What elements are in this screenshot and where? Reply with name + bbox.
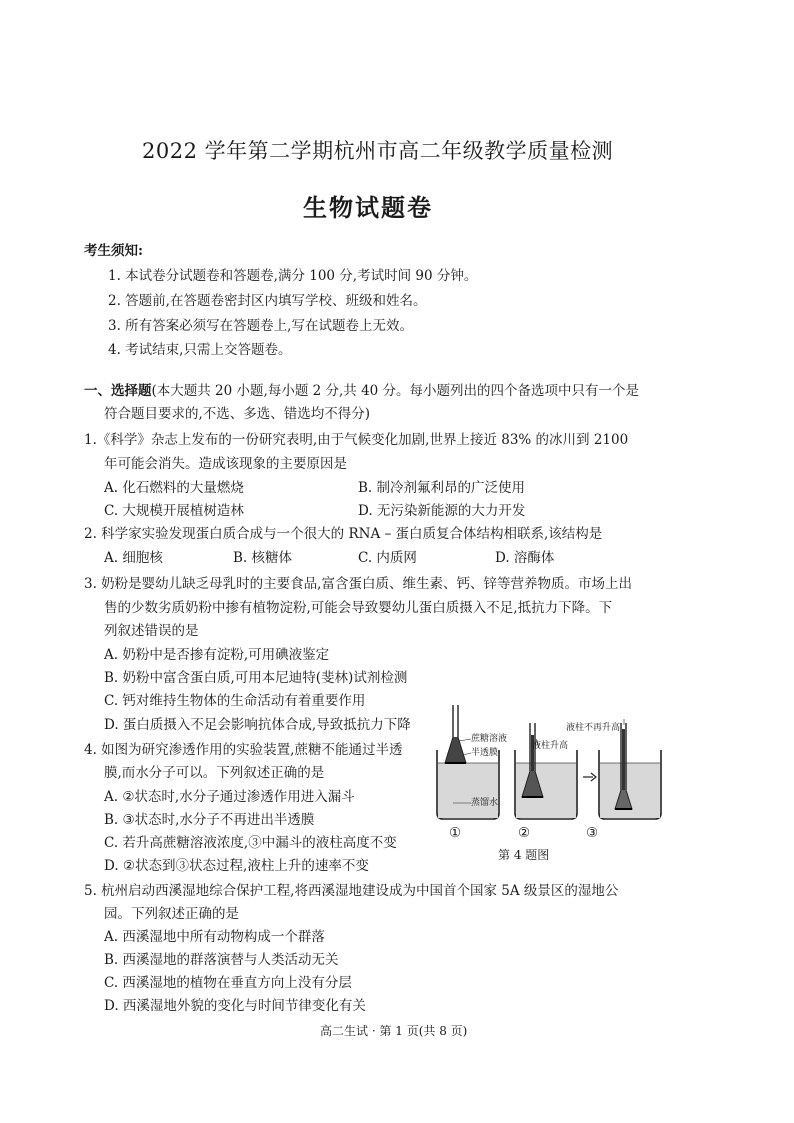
q5-option-a: A. 西溪湿地中所有动物构成一个群落: [104, 929, 325, 945]
q4-stem: 4. 如图为研究渗透作用的实验装置,蔗糖不能通过半透: [84, 742, 403, 758]
label-sucrose-solution: 蔗糖溶液: [471, 734, 508, 744]
page-footer: 高二生试 · 第 1 页(共 8 页): [320, 1024, 468, 1038]
exam-subtitle: 生物试题卷: [303, 193, 433, 222]
q3-stem-cont: 售的少数劣质奶粉中掺有植物淀粉,可能会导致婴幼儿蛋白质摄入不足,抵抗力下降。下: [104, 600, 613, 616]
notice-item: 3. 所有答案必须写在答题卷上,写在试题卷上无效。: [108, 318, 413, 334]
section-heading: [84, 381, 639, 401]
q3-option-b: B. 奶粉中富含蛋白质,可用本尼迪特(斐林)试剂检测: [104, 670, 408, 686]
section-instructions-cont: 符合题目要求的,不选、多选、错选均不得分): [104, 406, 371, 422]
notice-heading: 考生须知:: [84, 243, 143, 259]
q5-option-d: D. 西溪湿地外貌的变化与时间节律变化有关: [104, 998, 366, 1014]
label-distilled-water: 蒸馏水: [471, 798, 499, 808]
q2-stem: 2. 科学家实验发现蛋白质合成与一个很大的 RNA – 蛋白质复合体结构相联系,该结构是: [84, 526, 603, 542]
label-column-stopped: 液柱不再升高: [566, 723, 621, 733]
figure-caption: 第 4 题图: [498, 848, 550, 862]
q2-option-a: A. 细胞核: [104, 550, 163, 566]
q4-option-c: C. 若升高蔗糖溶液浓度,③中漏斗的液柱高度不变: [104, 835, 397, 851]
notice-item: 1. 本试卷分试题卷和答题卷,满分 100 分,考试时间 90 分钟。: [108, 268, 478, 284]
q3-stem: 3. 奶粉是婴幼儿缺乏母乳时的主要食品,富含蛋白质、维生素、钙、锌等营养物质。市场上出: [84, 576, 632, 592]
figure-num-1: ①: [449, 825, 462, 841]
section-instructions: (本大题共 20 小题,每小题 2 分,共 40 分。每小题列出的四个备选项中只有一个是: [151, 383, 640, 399]
q1-option-d: D. 无污染新能源的大力开发: [358, 503, 526, 519]
section-label: 一、选择题: [84, 383, 152, 399]
q5-option-c: C. 西溪湿地的植物在垂直方向上没有分层: [104, 975, 352, 991]
q5-option-b: B. 西溪湿地的群落演替与人类活动无关: [104, 952, 339, 968]
q2-option-c: C. 内质网: [358, 550, 417, 566]
notice-item: 2. 答题前,在答题卷密封区内填写学校、班级和姓名。: [108, 293, 427, 309]
q1-stem-cont: 年可能会消失。造成该现象的主要原因是: [104, 456, 347, 472]
figure-num-2: ②: [518, 825, 531, 841]
q4-option-d: D. ②状态到③状态过程,液柱上升的速率不变: [104, 858, 369, 874]
q2-option-b: B. 核糖体: [233, 550, 293, 566]
q3-option-a: A. 奶粉中是否掺有淀粉,可用碘液鉴定: [104, 647, 330, 663]
label-column-rising: 液柱升高: [532, 741, 569, 751]
q2-option-d: D. 溶酶体: [495, 550, 555, 566]
q1-option-b: B. 制冷剂氟利昂的广泛使用: [358, 480, 526, 496]
q1-option-c: C. 大规模开展植树造林: [104, 503, 244, 519]
q1-option-a: A. 化石燃料的大量燃烧: [104, 480, 244, 496]
q5-stem: 5. 杭州启动西溪湿地综合保护工程,将西溪湿地建设成为中国首个国家 5A 级景区的湿地公: [84, 883, 619, 899]
q4-option-a: A. ②状态时,水分子通过渗透作用进入漏斗: [104, 789, 355, 805]
q1-stem: 1.《科学》杂志上发布的一份研究表明,由于气候变化加剧,世界上接近 83% 的冰川到 2100: [84, 432, 629, 448]
q3-stem-cont: 列叙述错误的是: [104, 623, 199, 639]
q4-option-b: B. ③状态时,水分子不再进出半透膜: [104, 812, 315, 828]
q3-option-d: D. 蛋白质摄入不足会影响抗体合成,导致抵抗力下降: [104, 717, 411, 733]
label-semipermeable-membrane: 半透膜: [471, 748, 499, 758]
beaker-2: [515, 723, 577, 819]
exam-title: 2022 学年第二学期杭州市高二年级教学质量检测: [142, 139, 614, 163]
notice-item: 4. 考试结束,只需上交答题卷。: [108, 342, 292, 358]
q3-option-c: C. 钙对维持生物体的生命活动有着重要作用: [104, 693, 366, 709]
q5-stem-cont: 园。下列叙述正确的是: [104, 906, 239, 922]
beaker-3: [599, 723, 661, 819]
figure-num-3: ③: [586, 825, 599, 841]
osmosis-apparatus-figure: [425, 705, 675, 870]
q4-stem-cont: 膜,而水分子可以。下列叙述正确的是: [104, 765, 325, 781]
